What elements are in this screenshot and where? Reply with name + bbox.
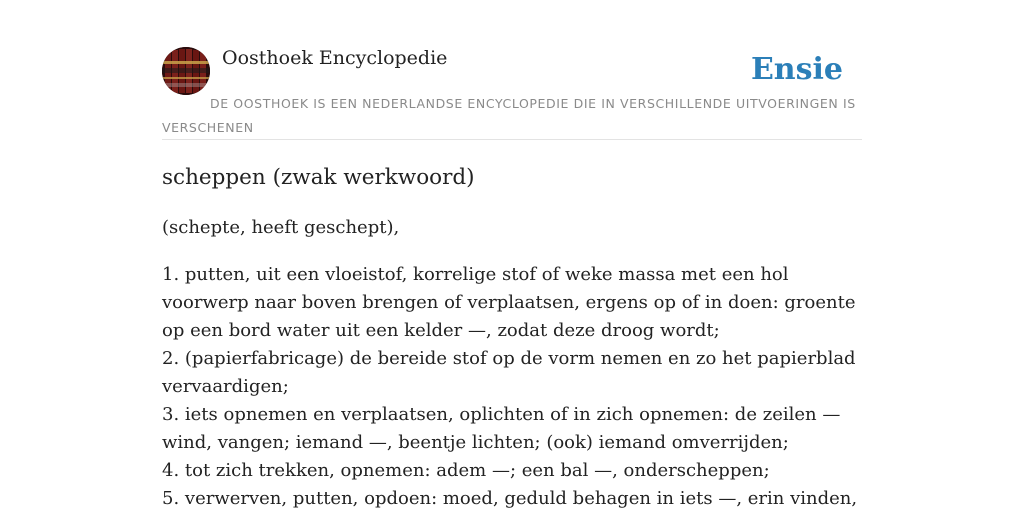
site-tagline: DE OOSTHOEK IS EEN NEDERLANDSE ENCYCLOPEDIE DIE IN VERSCHILLENDE UITVOERINGEN IS VERSCHENEN	[162, 96, 856, 135]
definition-item: 2. (papierfabricage) de bereide stof op de vorm nemen en zo het papierblad vervaardigen;	[162, 348, 856, 397]
brand-logo[interactable]: Ensie	[750, 52, 843, 87]
site-avatar[interactable]	[162, 47, 210, 95]
definition-list	[162, 261, 862, 512]
grammar-note: (schepte, heeft geschept),	[162, 217, 400, 238]
site-name[interactable]: Oosthoek Encyclopedie	[222, 47, 448, 69]
definition-item: 5. verwerven, putten, opdoen: moed, geduld behagen in iets —, erin vinden,	[162, 488, 858, 509]
article	[162, 162, 862, 512]
site-header	[162, 46, 862, 140]
definition-item: 1. putten, uit een vloeistof, korrelige stof of weke massa met een hol voorwerp naar boven brengen of verplaatsen, ergens op of in doen: groente op een bord water uit een kelder —, zodat deze droog wordt;	[162, 264, 856, 341]
encyclopedia-books-icon	[162, 47, 210, 95]
definition-item: 4. tot zich trekken, opnemen: adem —; een bal —, onderscheppen;	[162, 460, 770, 481]
definition-item: 3. iets opnemen en verplaatsen, oplichten of in zich opnemen: de zeilen — wind, vangen; iemand —, beentje lichten; (ook) iemand omverrijden;	[162, 404, 841, 453]
page-title: scheppen (zwak werkwoord)	[162, 165, 475, 190]
